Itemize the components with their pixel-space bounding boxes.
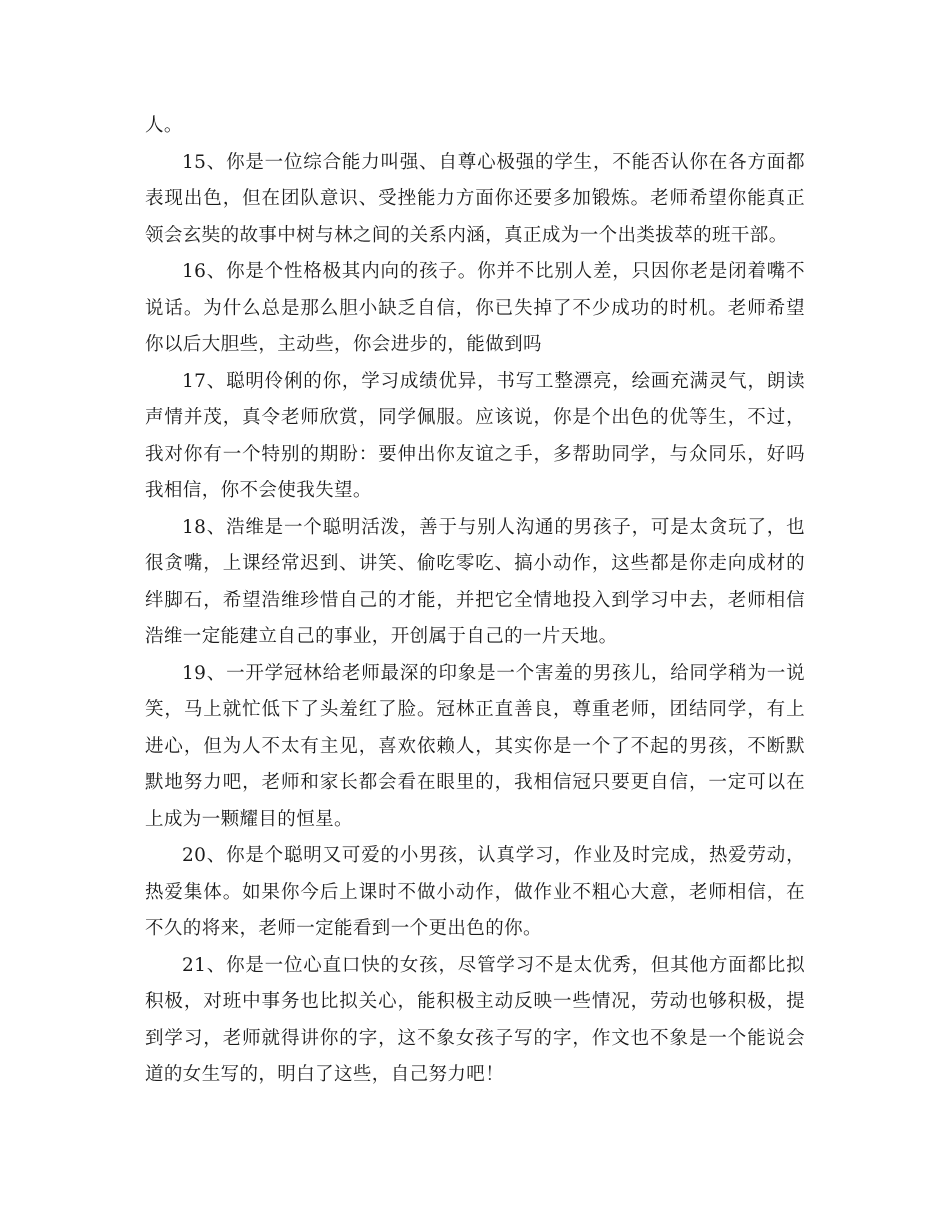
paragraph-comment-20: 20、你是个聪明又可爱的小男孩，认真学习，作业及时完成，热爱劳动，热爱集体。如果你今后上课时不做小动作，做作业不粗心大意，老师相信，在不久的将来，老师一定能看到一个更出色的你。: [145, 845, 805, 939]
paragraph-comment-15: 15、你是一位综合能力叫强、自尊心极强的学生，不能否认你在各方面都表现出色，但在团队意识、受挫能力方面你还要多加锻炼。老师希望你能真正领会玄奘的故事中树与林之间的关系内涵，真正成为一个出类拔萃的班干部。: [145, 151, 805, 246]
paragraph-comment-17: 17、聪明伶俐的你，学习成绩优异，书写工整漂亮，绘画充满灵气，朗读声情并茂，真令老师欣赏，同学佩服。应该说，你是个出色的优等生，不过，我对你有一个特别的期盼：要伸出你友谊之手，多帮助同学，与众同乐，好吗我相信，你不会使我失望。: [145, 370, 805, 501]
document-page: [145, 108, 805, 1094]
paragraph-comment-19: 19、一开学冠林给老师最深的印象是一个害羞的男孩儿，给同学稍为一说笑，马上就忙低下了头羞红了脸。冠林正直善良，尊重老师，团结同学，有上进心，但为人不太有主见，喜欢依赖人，其实你是一个了不起的男孩，不断默默地努力吧，老师和家长都会看在眼里的，我相信冠只要更自信，一定可以在上成为一颗耀目的恒星。: [145, 662, 805, 830]
paragraph-continuation: 人。: [145, 115, 183, 136]
paragraph-comment-16: 16、你是个性格极其内向的孩子。你并不比别人差，只因你老是闭着嘴不说话。为什么总是那么胆小缺乏自信，你已失掉了不少成功的时机。老师希望你以后大胆些，主动些，你会进步的，能做到吗: [145, 261, 805, 355]
paragraph-comment-21: 21、你是一位心直口快的女孩，尽管学习不是太优秀，但其他方面都比拟积极，对班中事务也比拟关心，能积极主动反映一些情况，劳动也够积极，提到学习，老师就得讲你的字，这不象女孩子写的字，作文也不象是一个能说会道的女生写的，明白了这些，自己努力吧！: [145, 954, 805, 1085]
paragraph-comment-18: 18、浩维是一个聪明活泼，善于与别人沟通的男孩子，可是太贪玩了，也很贪嘴，上课经常迟到、讲笑、偷吃零吃、搞小动作，这些都是你走向成材的绊脚石，希望浩维珍惜自己的才能，并把它全情地投入到学习中去，老师相信浩维一定能建立自己的事业，开创属于自己的一片天地。: [145, 516, 805, 647]
